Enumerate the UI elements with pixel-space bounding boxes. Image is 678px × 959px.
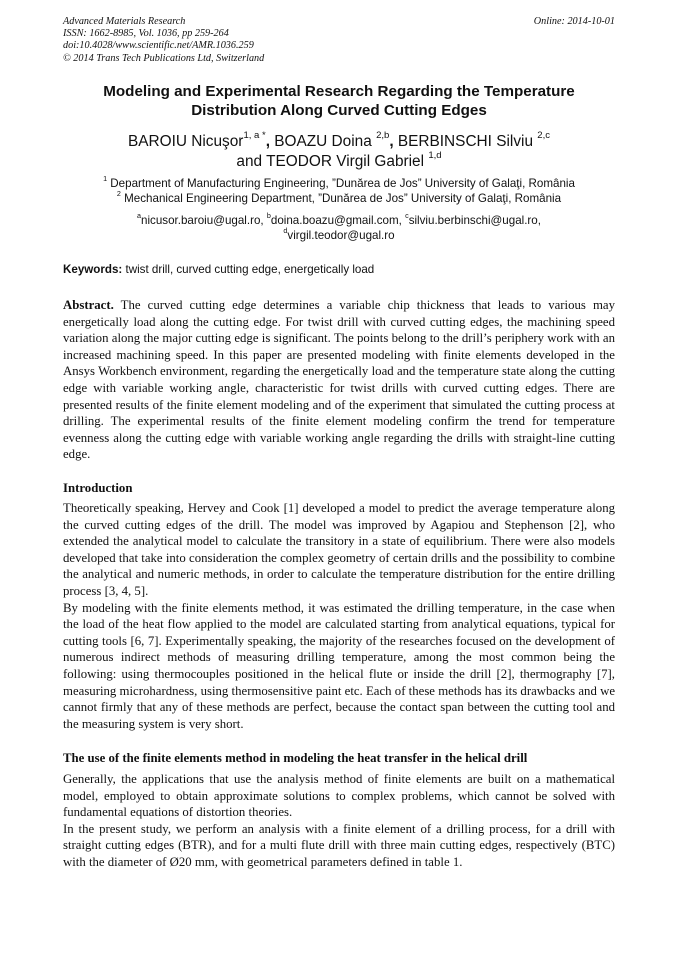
fem-paragraph-2: In the present study, we perform an analysis with a finite element of a drilling process, for a drill with straight cutting edges (BTR), and for a multi flute drill with three main cutting edges, respectively (BTC) with the diameter of Ø20 mm, with geometrical parameters defined in table 1. bbox=[63, 821, 615, 869]
paper-title bbox=[63, 82, 615, 120]
title-line-1: Modeling and Experimental Research Regarding the Temperature bbox=[103, 83, 575, 100]
author-3-sup: 2,c bbox=[537, 130, 550, 142]
keywords-label: Keywords: bbox=[63, 263, 123, 276]
journal-doi: doi:10.4028/www.scientific.net/AMR.1036.259 bbox=[63, 40, 254, 52]
author-1-name: BAROIU Nicuşor bbox=[127, 133, 244, 150]
journal-issn: ISSN: 1662-8985, Vol. 1036, pp 259-264 bbox=[63, 28, 229, 40]
abstract-text: The curved cutting edge determines a variable chip thickness that leads to various may energetically load along the cutting edge. For twist drill with curved cutting edges, the machining speed variation along the major cutting edge is significant. The points belong to the drill’s periphery work with an increased machining speed. In this paper are presented modeling with finite elements developed in the Ansys Workbench environment, regarding the energetically load and the temperature state along the cutting edge with variable working angle, characteristic for twist drills with curved cutting edges. There are presented results of the finite element modeling and of the experiment that simulated the cutting process at drilling. The experimental results of the finite element modeling confirm the trend for temperature evenness along the cutting edge with variable working angle regarding the drills with straight-line cutting edge. bbox=[63, 298, 615, 462]
abstract bbox=[63, 297, 615, 463]
email-b-sup: b bbox=[266, 211, 271, 221]
email-d-sup: d bbox=[283, 226, 288, 236]
journal-header bbox=[63, 16, 615, 65]
email-b: doina.boazu@gmail.com, bbox=[270, 214, 406, 227]
keywords-text: twist drill, curved cutting edge, energetically load bbox=[122, 263, 375, 276]
email-line-2 bbox=[40, 228, 638, 243]
online-date: Online: 2014-10-01 bbox=[533, 16, 615, 27]
author-line-1 bbox=[50, 132, 628, 152]
introduction-body bbox=[63, 500, 615, 732]
author-line-2 bbox=[50, 152, 628, 172]
email-c-sup: c bbox=[405, 211, 409, 221]
introduction-paragraph-2: By modeling with the finite elements method, it was estimated the drilling temperature, in the case when the load of the heat flow applied to the model are calculated starting from analytical equations, typical for cutting tools [6, 7]. Experimentally speaking, the majority of the researches focused on the development of numerous indirect methods of measuring drilling temperature, among the most common being the following: using thermocouples positioned in the helical flute or inside the drill [2], thermography [7], measuring microhardness, using thermosensitive paint etc. Each of these methods has its drawbacks and we cannot firmly that any of these methods are perfect, because the contact span between the cutting tool and the measuring system is very short. bbox=[63, 600, 615, 731]
author-separator: , bbox=[265, 133, 275, 150]
author-list bbox=[50, 132, 628, 172]
affiliations bbox=[40, 176, 638, 206]
author-emails bbox=[40, 213, 638, 243]
title-line-2: Distribution Along Curved Cutting Edges bbox=[191, 102, 487, 119]
affiliation-1-sup: 1 bbox=[103, 174, 108, 184]
affiliation-2 bbox=[40, 191, 638, 206]
author-4-name: and TEODOR Virgil Gabriel bbox=[236, 153, 429, 170]
affiliation-1-text: Department of Manufacturing Engineering, ”Dunărea de Jos” University of Galaţi, România bbox=[107, 177, 575, 190]
author-separator: , bbox=[389, 133, 398, 150]
author-2-name: BOAZU Doina bbox=[274, 133, 377, 150]
fem-paragraph-1: Generally, the applications that use the analysis method of finite elements are built on a mathematical model, employed to obtain approximate solutions to complex problems, which cannot be solved with fundamental equations of distortion theories. bbox=[63, 772, 615, 820]
email-a-sup: a bbox=[137, 211, 142, 221]
fem-section-body bbox=[63, 771, 615, 871]
author-3-name: BERBINSCHI Silviu bbox=[397, 133, 538, 150]
author-1-sup: 1, a * bbox=[243, 130, 266, 142]
email-c: silviu.berbinschi@ugal.ro, bbox=[408, 214, 541, 227]
introduction-heading: Introduction bbox=[63, 481, 133, 495]
email-d: virgil.teodor@ugal.ro bbox=[287, 229, 395, 242]
fem-section-heading: The use of the finite elements method in modeling the heat transfer in the helical drill bbox=[63, 751, 528, 765]
journal-info bbox=[63, 16, 615, 65]
abstract-label: Abstract. bbox=[63, 298, 114, 312]
email-a: nicusor.baroiu@ugal.ro, bbox=[141, 214, 267, 227]
author-2-sup: 2,b bbox=[376, 130, 390, 142]
author-4-sup: 1,d bbox=[428, 150, 442, 162]
affiliation-2-text: Mechanical Engineering Department, ”Dunărea de Jos” University of Galaţi, România bbox=[120, 192, 562, 205]
affiliation-2-sup: 2 bbox=[116, 189, 121, 199]
journal-name: Advanced Materials Research bbox=[63, 16, 186, 27]
email-line-1 bbox=[40, 213, 638, 228]
affiliation-1 bbox=[40, 176, 638, 191]
introduction-paragraph-1: Theoretically speaking, Hervey and Cook [1] developed a model to predict the average temperature along the curved cutting edges of the drill. The model was improved by Agapiou and Stephenson [2], who extended the analytical model to calculate the transitory in a state of equilibrium. There were also models developed that take into consideration the complex geometry of certain drills and the possibility to combine the analytical and numeric methods, in order to calculate the temperature distribution for the entire drilling process [3, 4, 5]. bbox=[63, 501, 615, 598]
journal-copyright: © 2014 Trans Tech Publications Ltd, Switzerland bbox=[63, 52, 265, 64]
keywords bbox=[63, 262, 615, 277]
